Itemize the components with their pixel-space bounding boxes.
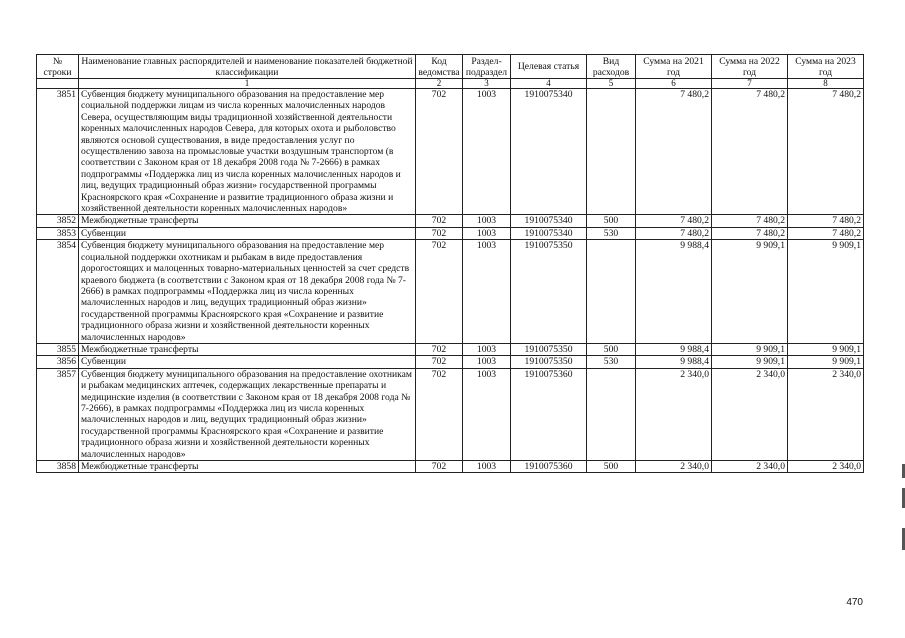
row-sum-2021: 7 480,2 [636, 215, 712, 227]
column-index: 4 [511, 79, 587, 89]
row-section: 1003 [463, 356, 511, 368]
column-index [37, 79, 79, 89]
row-section: 1003 [463, 368, 511, 460]
row-sum-2021: 9 988,4 [636, 240, 712, 344]
row-name: Субвенции [79, 227, 416, 239]
row-department-code: 702 [416, 240, 463, 344]
row-target-article: 1910075340 [511, 227, 587, 239]
row-target-article: 1910075350 [511, 240, 587, 344]
row-expense-type: 530 [587, 356, 636, 368]
budget-table-sheet [36, 54, 863, 473]
column-index: 8 [788, 79, 864, 89]
row-sum-2023: 9 909,1 [788, 343, 864, 355]
row-sum-2022: 2 340,0 [712, 461, 788, 473]
row-section: 1003 [463, 215, 511, 227]
row-number: 3853 [37, 227, 79, 239]
row-expense-type: 500 [587, 461, 636, 473]
row-department-code: 702 [416, 356, 463, 368]
row-section: 1003 [463, 227, 511, 239]
row-target-article: 1910075360 [511, 368, 587, 460]
row-expense-type [587, 240, 636, 344]
column-index: 1 [79, 79, 416, 89]
row-expense-type: 530 [587, 227, 636, 239]
header-section: Раздел-подраздел [463, 55, 511, 79]
row-sum-2023: 7 480,2 [788, 89, 864, 215]
table-row [37, 89, 864, 215]
budget-table [36, 54, 864, 473]
header-row [37, 55, 864, 79]
table-row [37, 343, 864, 355]
row-number: 3857 [37, 368, 79, 460]
row-name: Субвенция бюджету муниципального образования на предоставление мер социальной поддержки лицам из числа коренных малочисленных народов Севера, осуществляющим виды традиционной хозяйственной деятельности коренных малочисленных народов Севера, для которых охота и рыболовство являются основой существования, в виде предоставления услуг по осуществлению завоза на промысловые участки воздушным транспортом (в соответствии с Законом края от 18 декабря 2008 года № 7-2666) в рамках подпрограммы «Поддержка лиц из числа коренных малочисленных народов и лиц, ведущих традиционный образ жизни» государственной программы Красноярского края «Сохранение и развитие традиционного образа жизни и хозяйственной деятельности коренных малочисленных народов» [79, 89, 416, 215]
table-row [37, 227, 864, 239]
row-sum-2023: 7 480,2 [788, 215, 864, 227]
row-sum-2022: 2 340,0 [712, 368, 788, 460]
row-sum-2022: 9 909,1 [712, 356, 788, 368]
row-sum-2023: 7 480,2 [788, 227, 864, 239]
column-index: 5 [587, 79, 636, 89]
row-sum-2021: 9 988,4 [636, 356, 712, 368]
row-section: 1003 [463, 240, 511, 344]
row-sum-2021: 7 480,2 [636, 89, 712, 215]
row-sum-2021: 9 988,4 [636, 343, 712, 355]
row-expense-type: 500 [587, 343, 636, 355]
header-sum-2022: Сумма на 2022 год [712, 55, 788, 79]
header-department-code: Код ведомства [416, 55, 463, 79]
row-department-code: 702 [416, 215, 463, 227]
table-row [37, 240, 864, 344]
row-name: Межбюджетные трансферты [79, 461, 416, 473]
row-department-code: 702 [416, 343, 463, 355]
column-index: 3 [463, 79, 511, 89]
row-department-code: 702 [416, 368, 463, 460]
row-target-article: 1910075340 [511, 215, 587, 227]
row-number: 3855 [37, 343, 79, 355]
row-sum-2022: 7 480,2 [712, 227, 788, 239]
row-section: 1003 [463, 89, 511, 215]
row-name: Межбюджетные трансферты [79, 215, 416, 227]
table-row [37, 356, 864, 368]
header-row-number: № строки [37, 55, 79, 79]
table-row [37, 368, 864, 460]
row-expense-type [587, 368, 636, 460]
row-sum-2021: 7 480,2 [636, 227, 712, 239]
table-row [37, 461, 864, 473]
table-row [37, 215, 864, 227]
row-department-code: 702 [416, 89, 463, 215]
header-sum-2023: Сумма на 2023 год [788, 55, 864, 79]
row-section: 1003 [463, 343, 511, 355]
row-sum-2022: 7 480,2 [712, 215, 788, 227]
column-index: 7 [712, 79, 788, 89]
column-index: 2 [416, 79, 463, 89]
row-expense-type: 500 [587, 215, 636, 227]
row-number: 3854 [37, 240, 79, 344]
column-index-row [37, 79, 864, 89]
row-department-code: 702 [416, 461, 463, 473]
row-number: 3858 [37, 461, 79, 473]
row-target-article: 1910075350 [511, 343, 587, 355]
row-department-code: 702 [416, 227, 463, 239]
column-index: 6 [636, 79, 712, 89]
row-name: Субвенция бюджету муниципального образования на предоставление мер социальной поддержки охотникам и рыбакам в виде предоставления дорогостоящих и малоценных товарно-материальных ценностей за счет средств краевого бюджета (в соответствии с Законом края от 18 декабря 2008 года № 7-2666) в рамках подпрограммы «Поддержка лиц из числа коренных малочисленных народов и лиц, ведущих традиционный образ жизни» государственной программы Красноярского края «Сохранение и развитие традиционного образа жизни и хозяйственной деятельности коренных малочисленных народов» [79, 240, 416, 344]
row-name: Субвенции [79, 356, 416, 368]
row-sum-2022: 7 480,2 [712, 89, 788, 215]
row-sum-2023: 9 909,1 [788, 356, 864, 368]
row-target-article: 1910075340 [511, 89, 587, 215]
row-target-article: 1910075350 [511, 356, 587, 368]
row-target-article: 1910075360 [511, 461, 587, 473]
header-sum-2021: Сумма на 2021 год [636, 55, 712, 79]
row-sum-2022: 9 909,1 [712, 343, 788, 355]
row-number: 3856 [37, 356, 79, 368]
row-expense-type [587, 89, 636, 215]
row-sum-2023: 2 340,0 [788, 368, 864, 460]
header-expense-type: Вид расходов [587, 55, 636, 79]
row-section: 1003 [463, 461, 511, 473]
row-number: 3852 [37, 215, 79, 227]
row-name: Межбюджетные трансферты [79, 343, 416, 355]
row-sum-2023: 2 340,0 [788, 461, 864, 473]
page-number: 470 [846, 597, 863, 608]
row-name: Субвенция бюджету муниципального образования на предоставление охотникам и рыбакам медицинских аптечек, содержащих лекарственные препараты и медицинские изделия (в соответствии с Законом края от 18 декабря 2008 года № 7-2666), в рамках подпрограммы «Поддержка лиц из числа коренных малочисленных народов и лиц, ведущих традиционный образ жизни» государственной программы Красноярского края «Сохранение и развитие традиционного образа жизни и хозяйственной деятельности коренных малочисленных народов» [79, 368, 416, 460]
header-target-article: Целевая статья [511, 55, 587, 79]
header-name: Наименование главных распорядителей и наименование показателей бюджетной классификации [79, 55, 416, 79]
row-sum-2021: 2 340,0 [636, 368, 712, 460]
row-sum-2023: 9 909,1 [788, 240, 864, 344]
row-sum-2022: 9 909,1 [712, 240, 788, 344]
row-number: 3851 [37, 89, 79, 215]
row-sum-2021: 2 340,0 [636, 461, 712, 473]
